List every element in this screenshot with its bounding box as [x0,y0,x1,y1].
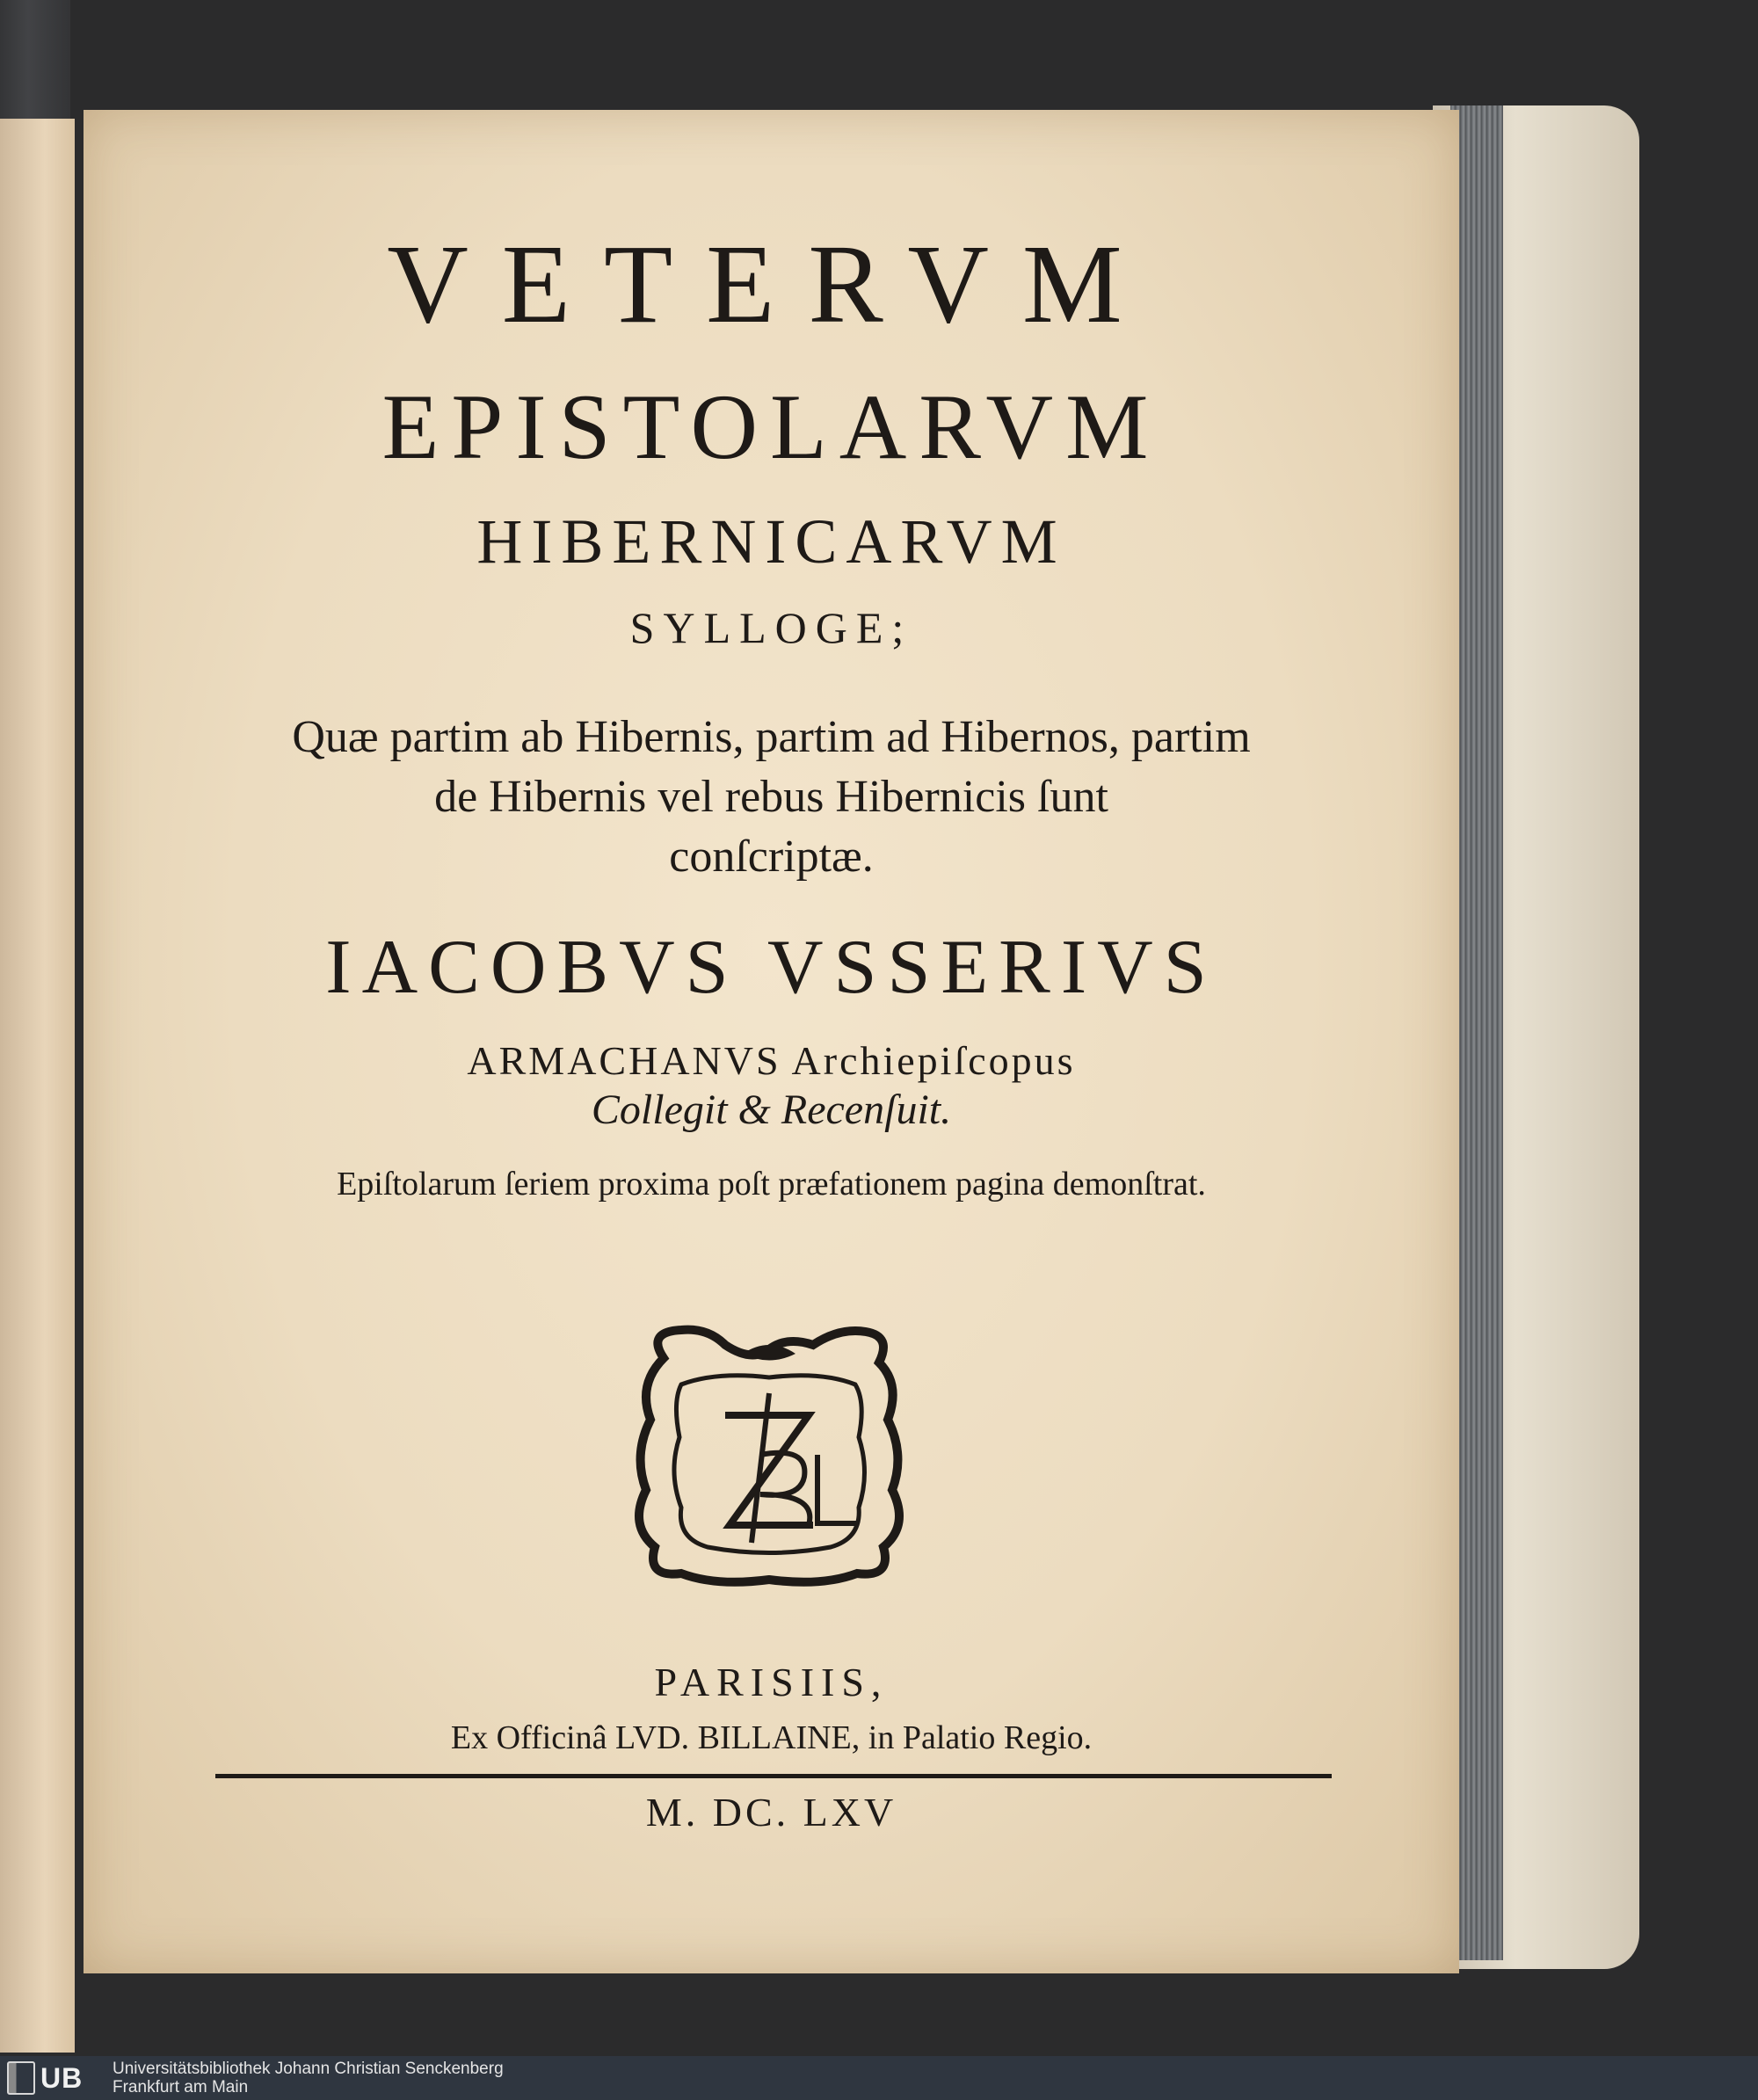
institution-line: Frankfurt am Main [113,2078,249,2096]
description-line: de Hibernis vel rebus Hibernicis ſunt [434,772,1108,822]
facing-page-edge [0,119,75,2053]
title-line-3: HIBERNICARVM [476,506,1066,577]
imprint-printer: Ex Officinâ LVD. BILLAINE, in Palatio Regio. [450,1719,1093,1756]
description-line: conſcriptæ. [669,832,874,882]
description-line: Quæ partim ab Hibernis, partim ad Hibernos, partim [292,712,1251,762]
imprint-place: PARISIIS, [654,1660,889,1704]
institution-name [113,2060,504,2096]
title-line-4: SYLLOGE; [629,603,913,652]
title-line-2: EPISTOLARVM [381,375,1161,478]
author-role: ARMACHANVS Archiepiſcopus [467,1038,1076,1083]
imprint-date: M. DC. LXV [645,1790,897,1835]
title-page [84,110,1459,1973]
title-line-1: VETERVM [387,222,1156,346]
description [84,708,1459,887]
imprint-rule [215,1774,1332,1778]
ub-logo [7,2061,99,2095]
ub-logo-text: UB [40,2061,84,2094]
author-name: IACOBVS VSSERIVS [325,925,1217,1010]
emblem-monogram [725,1393,857,1543]
institution-line: Universitätsbibliothek Johann Christian Senckenberg [113,2060,504,2078]
printer-device-emblem [628,1323,910,1591]
library-footer-bar [0,2056,1758,2100]
series-note: Epiſtolarum ſeriem proxima poſt præfationem pagina demonſtrat. [337,1166,1206,1203]
editor-note: Collegit & Recenſuit. [591,1086,952,1133]
ub-logo-icon [7,2061,35,2095]
